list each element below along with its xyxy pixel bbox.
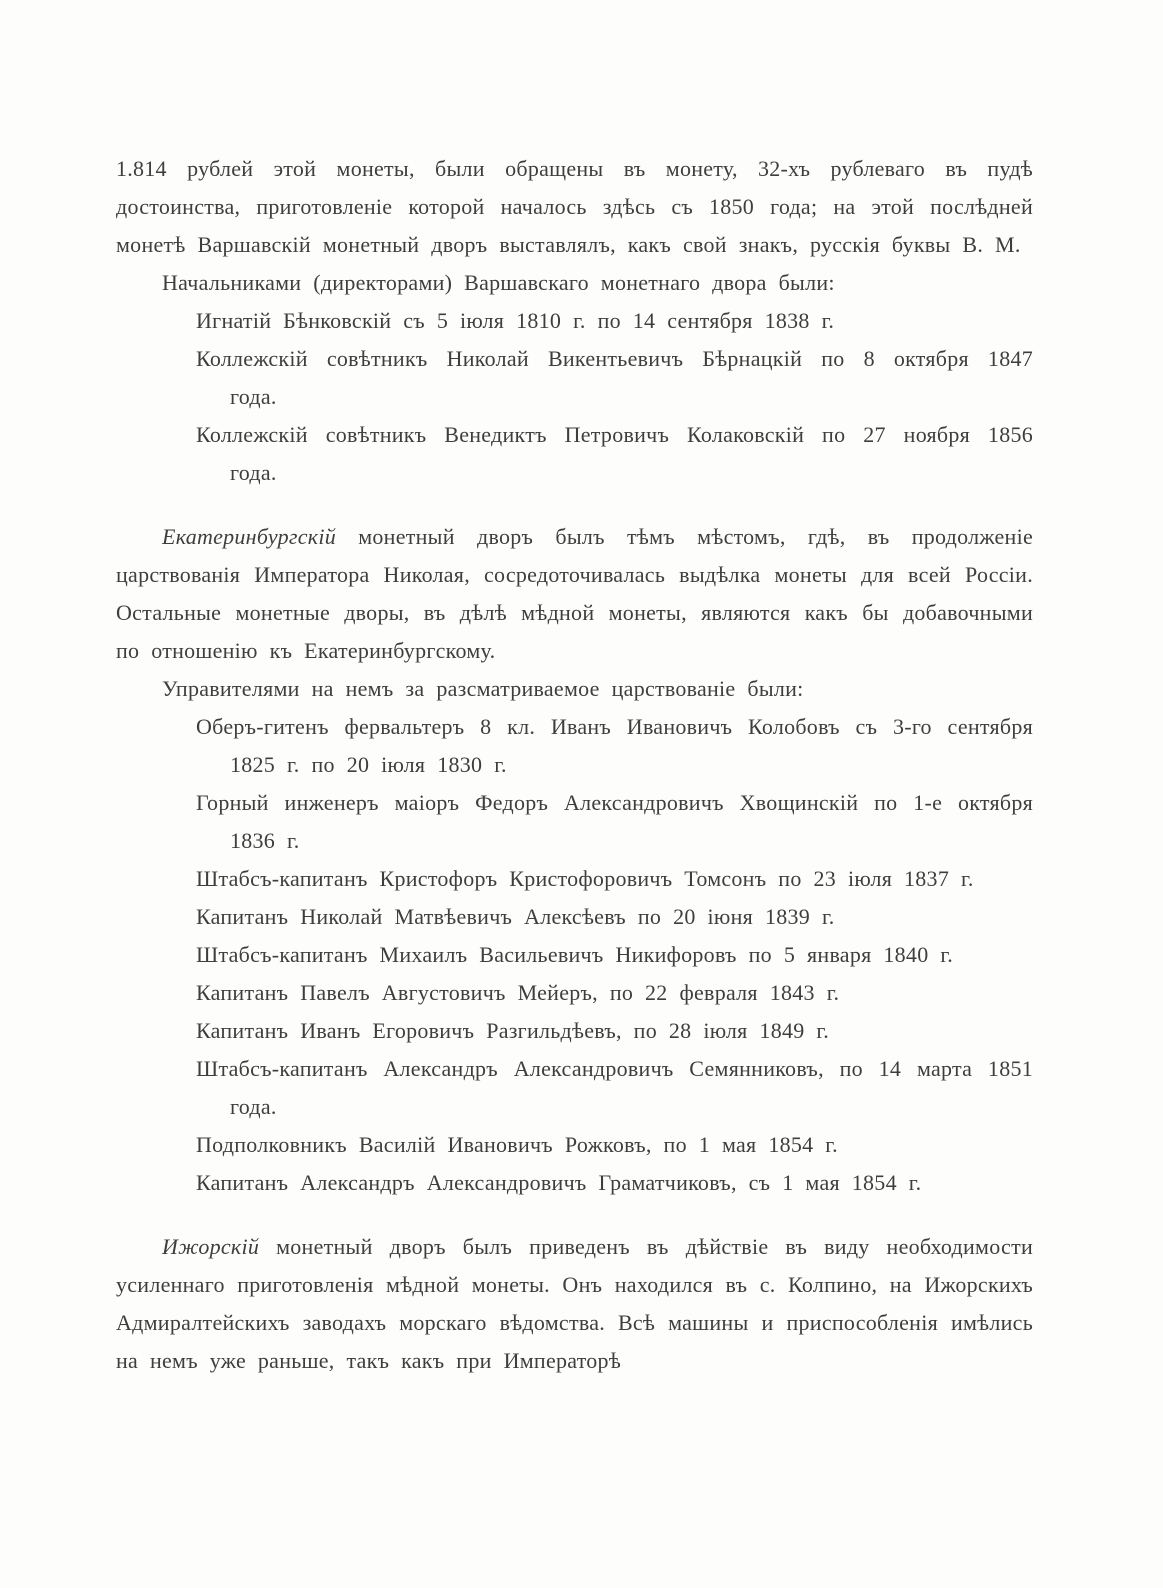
paragraph-warsaw-continuation: 1.814 рублей этой монеты, были обращены въ монету, 32-хъ рублеваго въ пудѣ достоинства, приготовленіе которой началось здѣсь съ 1850 года; на этой послѣдней монетѣ Варшавскій монетный дворъ выставлялъ, какъ свой знакъ, русскія буквы В. М. bbox=[116, 156, 1033, 257]
manager-entry: Капитанъ Павелъ Августовичъ Мейеръ, по 22 февраля 1843 г. bbox=[196, 980, 840, 1005]
section-ekaterinburg-mint bbox=[116, 518, 1033, 1202]
manager-entry: Капитанъ Иванъ Егоровичъ Разгильдѣевъ, по 28 іюля 1849 г. bbox=[196, 1018, 829, 1043]
manager-entry: Штабсъ-капитанъ Михаилъ Васильевичъ Никифоровъ по 5 января 1840 г. bbox=[196, 942, 953, 967]
manager-entry: Капитанъ Александръ Александровичъ Граматчиковъ, съ 1 мая 1854 г. bbox=[196, 1170, 922, 1195]
ekaterinburg-description-text: монетный дворъ былъ тѣмъ мѣстомъ, гдѣ, въ продолженіе царствованія Императора Николая, сосредоточивалась выдѣлка монеты для всей Россіи. Остальные монетные дворы, въ дѣлѣ мѣдной монеты, являются какъ бы добавочными по отношенію къ Екатеринбургскому. bbox=[116, 524, 1033, 663]
ekaterinburg-managers-list bbox=[116, 708, 1033, 1202]
section-warsaw-mint bbox=[116, 150, 1033, 492]
section-izhora-mint bbox=[116, 1228, 1033, 1380]
ekaterinburg-managers-heading: Управителями на немъ за разсматриваемое царствованіе были: bbox=[162, 676, 804, 701]
mint-name-izhora: Ижорскій bbox=[162, 1234, 260, 1259]
paragraph-izhora-intro bbox=[116, 1228, 1033, 1380]
izhora-description-text: монетный дворъ былъ приведенъ въ дѣйствіе въ виду необходимости усиленнаго приготовленія мѣдной монеты. Онъ находился въ с. Колпино, на Ижорскихъ Адмиралтейскихъ заводахъ морскаго вѣдомства. Всѣ машины и приспособленія имѣлись на немъ уже раньше, такъ какъ при Императорѣ bbox=[116, 1234, 1033, 1373]
paragraph-ekaterinburg-intro bbox=[116, 518, 1033, 670]
manager-entry: Оберъ-гитенъ фервальтеръ 8 кл. Иванъ Ивановичъ Колобовъ съ 3-го сентября 1825 г. по 20 іюля 1830 г. bbox=[196, 714, 1033, 777]
manager-entry: Подполковникъ Василій Ивановичъ Рожковъ, по 1 мая 1854 г. bbox=[196, 1132, 838, 1157]
director-entry: Коллежскій совѣтникъ Николай Викентьевичъ Бѣрнацкій по 8 октября 1847 года. bbox=[196, 346, 1033, 409]
warsaw-directors-heading: Начальниками (директорами) Варшавскаго монетнаго двора были: bbox=[162, 270, 835, 295]
manager-entry: Капитанъ Николай Матвѣевичъ Алексѣевъ по 20 іюня 1839 г. bbox=[196, 904, 835, 929]
manager-entry: Горный инженеръ маіоръ Федоръ Александровичъ Хвощинскій по 1-е октября 1836 г. bbox=[196, 790, 1033, 853]
director-entry: Игнатій Бѣнковскій съ 5 іюля 1810 г. по 14 сентября 1838 г. bbox=[196, 308, 835, 333]
manager-entry: Штабсъ-капитанъ Кристофоръ Кристофоровичъ Томсонъ по 23 іюля 1837 г. bbox=[196, 866, 974, 891]
director-entry: Коллежскій совѣтникъ Венедиктъ Петровичъ Колаковскій по 27 ноября 1856 года. bbox=[196, 422, 1033, 485]
mint-name-ekaterinburg: Екатеринбургскій bbox=[162, 524, 336, 549]
warsaw-directors-list bbox=[116, 302, 1033, 492]
manager-entry: Штабсъ-капитанъ Александръ Александровичъ Семянниковъ, по 14 марта 1851 года. bbox=[196, 1056, 1033, 1119]
